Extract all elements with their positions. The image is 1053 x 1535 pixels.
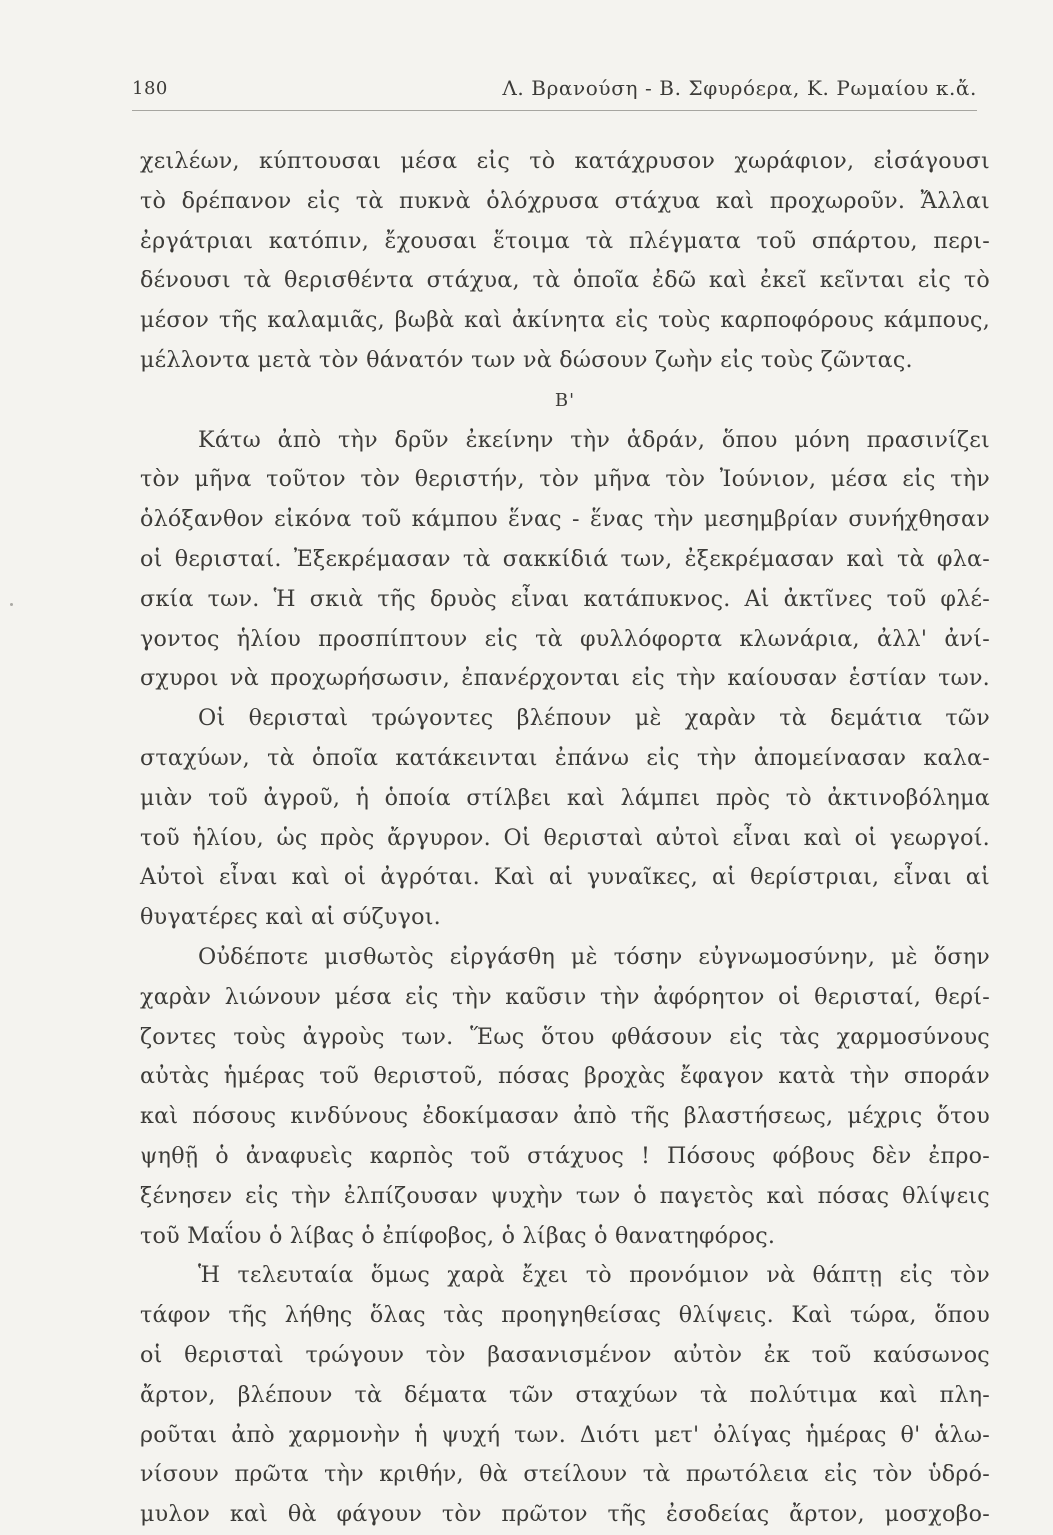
paragraph (140, 1256, 990, 1535)
text-line: αὐτὰς ἡμέρας τοῦ θεριστοῦ, πόσας βροχὰς ἔφαγον κατὰ τὴν σποράν (140, 1063, 990, 1090)
text-line: οἱ θερισταί. Ἐξεκρέμασαν τὰ σακκίδιά των, ἐξεκρέμασαν καὶ τὰ φλα- (140, 545, 990, 572)
text-line: ξένησεν εἰς τὴν ἐλπίζουσαν ψυχὴν των ὁ παγετὸς καὶ πόσας θλίψεις (140, 1182, 990, 1209)
text-line: οἱ θερισταὶ τρώγουν τὸν βασανισμένον αὐτὸν ἐκ τοῦ καύσωνος (140, 1341, 990, 1368)
text-line: μέλλοντα μετὰ τὸν θάνατόν των νὰ δώσουν ζωὴν εἰς τοὺς ζῶντας. (140, 346, 913, 373)
text-line: τοῦ ἡλίου, ὡς πρὸς ἄργυρον. Οἱ θερισταὶ αὐτοὶ εἶναι καὶ οἱ γεωργοί. (140, 824, 990, 851)
text-line: χειλέων, κύπτουσαι μέσα εἰς τὸ κατάχρυσον χωράφιον, εἰσάγουσι (140, 148, 990, 174)
text-line: χαρὰν λιώνουν μέσα εἰς τὴν καῦσιν τὴν ἀφόρητον οἱ θερισταί, θερί- (140, 983, 990, 1010)
text-line: Ἡ τελευταία ὅμως χαρὰ ἔχει τὸ προνόμιον νὰ θάπτῃ εἰς τὸν (198, 1262, 990, 1289)
text-line: μέσον τῆς καλαμιᾶς, βωβὰ καὶ ἀκίνητα εἰς τοὺς καρποφόρους κάμπους, (140, 307, 990, 334)
paragraph (140, 421, 990, 700)
body-text (140, 142, 990, 1535)
page-number: 180 (132, 78, 168, 99)
text-line: σταχύων, τὰ ὁποῖα κατάκεινται ἐπάνω εἰς τὴν ἀπομείνασαν καλα- (140, 744, 990, 771)
text-line: Οὐδέποτε μισθωτὸς εἰργάσθη μὲ τόσην εὐγνωμοσύνην, μὲ ὅσην (198, 943, 990, 970)
text-line: θυγατέρες καὶ αἱ σύζυγοι. (140, 904, 441, 931)
text-line: Αὐτοὶ εἶναι καὶ οἱ ἀγρόται. Καὶ αἱ γυναῖκες, αἱ θερίστριαι, εἶναι αἱ (140, 864, 990, 891)
paragraph (140, 699, 990, 938)
paper-speck (10, 603, 13, 606)
text-line: σχυροι νὰ προχωρήσωσιν, ἐπανέρχονται εἰς τὴν καίουσαν ἑστίαν των. (140, 665, 990, 692)
running-head: Λ. Βρανούση - Β. Σφυρόερα, Κ. Ρωμαίου κ.ἄ. (502, 76, 977, 100)
text-line: τὸν μῆνα τοῦτον τὸν θεριστήν, τὸν μῆνα τὸν Ἰούνιον, μέσα εἰς τὴν (140, 466, 990, 493)
paragraph (140, 142, 990, 381)
text-line: σκία των. Ἡ σκιὰ τῆς δρυὸς εἶναι κατάπυκνος. Αἱ ἀκτῖνες τοῦ φλέ- (140, 585, 990, 612)
text-line: ψηθῇ ὁ ἀναφυεὶς καρπὸς τοῦ στάχυος ! Πόσους φόβους δὲν ἐπρο- (140, 1142, 990, 1169)
text-line: δένουσι τὰ θερισθέντα στάχυα, τὰ ὁποῖα ἐδῶ καὶ ἐκεῖ κεῖνται εἰς τὸ (140, 267, 990, 294)
text-line: ἐργάτριαι κατόπιν, ἔχουσαι ἕτοιμα τὰ πλέγματα τοῦ σπάρτου, περι- (140, 227, 990, 254)
text-line: ἄρτον, βλέπουν τὰ δέματα τῶν σταχύων τὰ πολύτιμα καὶ πλη- (140, 1381, 990, 1408)
text-line: ροῦται ἀπὸ χαρμονὴν ἡ ψυχή των. Διότι μετ' ὀλίγας ἡμέρας θ' ἁλω- (140, 1421, 990, 1448)
text-line: τάφον τῆς λήθης ὅλας τὰς προηγηθείσας θλίψεις. Καὶ τώρα, ὅπου (140, 1302, 990, 1329)
text-line: τὸ δρέπανον εἰς τὰ πυκνὰ ὁλόχρυσα στάχυα καὶ προχωροῦν. Ἄλλαι (140, 187, 990, 214)
text-line: μυλον καὶ θὰ φάγουν τὸν πρῶτον τῆς ἐσοδείας ἄρτον, μοσχοβο- (140, 1501, 990, 1528)
text-line: νίσουν πρῶτα τὴν κριθήν, θὰ στείλουν τὰ πρωτόλεια εἰς τὸν ὑδρό- (140, 1461, 990, 1488)
header-rule (132, 110, 977, 111)
text-line: καὶ πόσους κινδύνους ἐδοκίμασαν ἀπὸ τῆς βλαστήσεως, μέχρις ὅτου (140, 1103, 990, 1130)
text-line: γοντος ἡλίου προσπίπτουν εἰς τὰ φυλλόφορτα κλωνάρια, ἀλλ' ἀνί- (140, 625, 990, 652)
text-line: Οἱ θερισταὶ τρώγοντες βλέπουν μὲ χαρὰν τὰ δεμάτια τῶν (198, 705, 990, 732)
section-heading: Β' (554, 389, 576, 411)
text-line: ζοντες τοὺς ἀγροὺς των. Ἕως ὅτου φθάσουν εἰς τὰς χαρμοσύνους (140, 1023, 990, 1050)
page-header (132, 72, 977, 110)
text-line: μιὰν τοῦ ἀγροῦ, ἡ ὁποία στίλβει καὶ λάμπει πρὸς τὸ ἀκτινοβόλημα (140, 784, 990, 811)
text-line: ὁλόξανθον εἰκόνα τοῦ κάμπου ἕνας - ἕνας τὴν μεσημβρίαν συνήχθησαν (140, 506, 990, 533)
paragraph (140, 938, 990, 1256)
text-line: Κάτω ἀπὸ τὴν δρῦν ἐκείνην τὴν ἁδράν, ὅπου μόνη πρασινίζει (198, 426, 990, 453)
text-line: τοῦ Μαΐου ὁ λίβας ὁ ἐπίφοβος, ὁ λίβας ὁ θανατηφόρος. (140, 1222, 776, 1249)
